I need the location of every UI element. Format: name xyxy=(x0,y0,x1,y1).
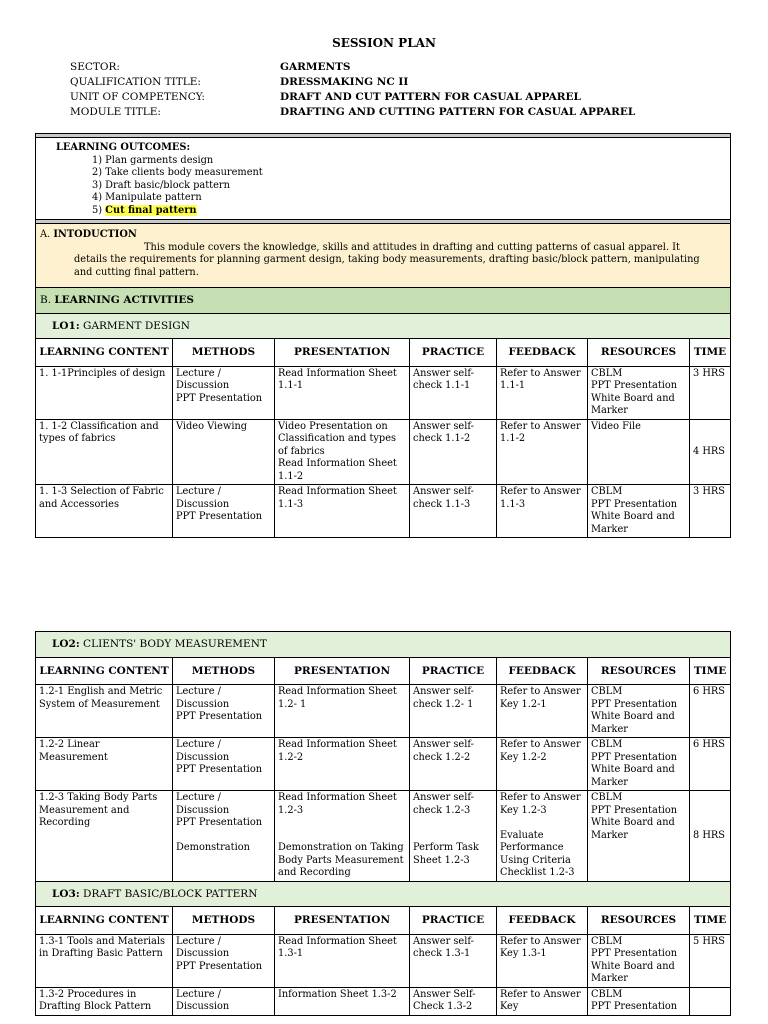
col-header: TIME xyxy=(690,907,731,935)
meta-row-module xyxy=(70,105,635,120)
practice-cell: Answer self-check 1.2-2 xyxy=(410,738,497,791)
table-row xyxy=(36,987,731,1015)
meta-key: UNIT OF COMPETENCY: xyxy=(70,91,205,103)
feedback-cell: Refer to Answer 1.1-2 xyxy=(497,419,588,485)
resources-cell: CBLM PPT Presentation xyxy=(588,987,690,1015)
col-header: FEEDBACK xyxy=(497,907,588,935)
meta-value: DRAFT AND CUT PATTERN FOR CASUAL APPAREL xyxy=(280,91,581,103)
col-header: TIME xyxy=(690,339,731,367)
time-cell xyxy=(690,987,731,1015)
col-header: LEARNING CONTENT xyxy=(36,907,173,935)
learning-outcomes xyxy=(36,138,731,220)
column-header-row xyxy=(36,907,731,935)
presentation-cell: Video Presentation on Classification and types of fabrics Read Information Sheet 1.1-2 xyxy=(275,419,410,485)
col-header: METHODS xyxy=(173,657,275,685)
table-row xyxy=(36,419,731,485)
col-header: RESOURCES xyxy=(588,657,690,685)
meta-row-qualification xyxy=(70,75,635,90)
presentation-cell: Read Information Sheet 1.3-1 xyxy=(275,934,410,987)
meta-key: SECTOR: xyxy=(70,61,120,73)
table-row xyxy=(36,934,731,987)
outcome-item: 1) Plan garments design xyxy=(92,154,214,166)
time-cell: 8 HRS xyxy=(690,791,731,882)
outcome-item: 4) Manipulate pattern xyxy=(92,192,202,203)
intro-title: INTODUCTION xyxy=(53,229,137,240)
module-meta xyxy=(70,60,635,120)
col-header: PRACTICE xyxy=(410,907,497,935)
resources-cell: CBLM PPT Presentation White Board and Marker xyxy=(588,366,690,419)
methods-cell: Lecture / Discussion xyxy=(173,987,275,1015)
resources-cell: CBLM PPT Presentation White Board and Marker xyxy=(588,791,690,882)
methods-cell: Lecture / Discussion PPT Presentation xyxy=(173,934,275,987)
lo3-header xyxy=(36,881,731,907)
methods-cell: Lecture / Discussion PPT Presentation Demonstration xyxy=(173,791,275,882)
practice-cell: Answer self-check 1.3-1 xyxy=(410,934,497,987)
table-row xyxy=(36,738,731,791)
methods-cell: Lecture / Discussion PPT Presentation xyxy=(173,366,275,419)
lo1-header xyxy=(36,313,731,339)
learning-content-cell: 1. 1-1Principles of design xyxy=(36,366,173,419)
resources-cell: Video File xyxy=(588,419,690,485)
table-row xyxy=(36,366,731,419)
intro-text: This module covers the knowledge, skills and attitudes in drafting and cutting patterns of casual apparel. It details the requirements for planning garment design, taking body measurements, drafting basic/block pattern, manipulating and cutting final pattern. xyxy=(74,241,700,278)
col-header: METHODS xyxy=(173,339,275,367)
highlighted-outcome: Cut final pattern xyxy=(105,204,197,216)
outcome-item: 3) Draft basic/block pattern xyxy=(92,179,230,191)
col-header: PRESENTATION xyxy=(275,657,410,685)
presentation-cell: Read Information Sheet 1.2- 1 xyxy=(275,685,410,738)
intro-letter: A. xyxy=(40,229,54,240)
learning-outcomes-title: LEARNING OUTCOMES: xyxy=(56,142,191,153)
practice-cell: Answer self-check 1.2-3 Perform Task Sheet 1.2-3 xyxy=(410,791,497,882)
col-header: RESOURCES xyxy=(588,907,690,935)
col-header: FEEDBACK xyxy=(497,657,588,685)
outcome-number: 5) xyxy=(92,204,106,216)
col-header: PRESENTATION xyxy=(275,907,410,935)
col-header: LEARNING CONTENT xyxy=(36,657,173,685)
session-plan-table-2 xyxy=(35,631,731,1016)
column-header-row xyxy=(36,339,731,367)
methods-cell: Lecture / Discussion PPT Presentation xyxy=(173,485,275,538)
learning-content-cell: 1.2-1 English and Metric System of Measurement xyxy=(36,685,173,738)
learning-content-cell: 1.2-2 Linear Measurement xyxy=(36,738,173,791)
meta-value: GARMENTS xyxy=(280,61,351,73)
lo2-header xyxy=(36,632,731,658)
learning-content-cell: 1. 1-3 Selection of Fabric and Accessories xyxy=(36,485,173,538)
presentation-cell: Read Information Sheet 1.2-2 xyxy=(275,738,410,791)
presentation-cell: Read Information Sheet 1.1-3 xyxy=(275,485,410,538)
feedback-cell: Refer to Answer Key xyxy=(497,987,588,1015)
col-header: PRESENTATION xyxy=(275,339,410,367)
presentation-cell: Read Information Sheet 1.1-1 xyxy=(275,366,410,419)
activities-title: LEARNING ACTIVITIES xyxy=(54,294,194,306)
table-row xyxy=(36,685,731,738)
lo2-code: LO2: xyxy=(52,638,80,650)
activities-letter: B. xyxy=(40,294,55,306)
lo3-code: LO3: xyxy=(52,887,80,900)
time-cell: 4 HRS xyxy=(690,419,731,485)
time-cell: 3 HRS xyxy=(690,485,731,538)
lo2-name: CLIENTS' BODY MEASUREMENT xyxy=(79,638,267,650)
col-header: METHODS xyxy=(173,907,275,935)
page-title: SESSION PLAN xyxy=(332,36,436,50)
meta-value: DRESSMAKING NC II xyxy=(280,76,409,88)
meta-row-sector xyxy=(70,60,635,75)
feedback-cell: Refer to Answer 1.1-3 xyxy=(497,485,588,538)
learning-activities-header xyxy=(36,288,731,314)
learning-content-cell: 1. 1-2 Classification and types of fabrics xyxy=(36,419,173,485)
presentation-cell: Information Sheet 1.3-2 xyxy=(275,987,410,1015)
resources-cell: CBLM PPT Presentation White Board and Marker xyxy=(588,934,690,987)
practice-cell: Answer self-check 1.2- 1 xyxy=(410,685,497,738)
col-header: PRACTICE xyxy=(410,339,497,367)
presentation-cell: Read Information Sheet 1.2-3 Demonstration on Taking Body Parts Measurement and Recording xyxy=(275,791,410,882)
session-plan-table-1 xyxy=(35,133,731,538)
learning-content-cell: 1.3-1 Tools and Materials in Drafting Basic Pattern xyxy=(36,934,173,987)
feedback-cell: Refer to Answer 1.1-1 xyxy=(497,366,588,419)
resources-cell: CBLM PPT Presentation White Board and Marker xyxy=(588,485,690,538)
outcome-item-5 xyxy=(56,205,710,218)
col-header: PRACTICE xyxy=(410,657,497,685)
column-header-row xyxy=(36,657,731,685)
outcome-item: 2) Take clients body measurement xyxy=(92,167,263,178)
resources-cell: CBLM PPT Presentation White Board and Marker xyxy=(588,738,690,791)
learning-content-cell: 1.3-2 Procedures in Drafting Block Pattern xyxy=(36,987,173,1015)
introduction-section xyxy=(36,224,731,288)
practice-cell: Answer self-check 1.1-3 xyxy=(410,485,497,538)
table-row xyxy=(36,485,731,538)
col-header: RESOURCES xyxy=(588,339,690,367)
lo1-code: LO1: xyxy=(52,319,80,332)
time-cell: 6 HRS xyxy=(690,685,731,738)
meta-value: DRAFTING AND CUTTING PATTERN FOR CASUAL APPAREL xyxy=(280,106,636,118)
meta-row-unit xyxy=(70,90,635,105)
methods-cell: Lecture / Discussion PPT Presentation xyxy=(173,685,275,738)
table-row xyxy=(36,791,731,882)
practice-cell: Answer self-check 1.1-2 xyxy=(410,419,497,485)
feedback-cell: Refer to Answer Key 1.2-2 xyxy=(497,738,588,791)
time-cell: 5 HRS xyxy=(690,934,731,987)
feedback-cell: Refer to Answer Key 1.2-1 xyxy=(497,685,588,738)
practice-cell: Answer self-check 1.1-1 xyxy=(410,366,497,419)
meta-key: QUALIFICATION TITLE: xyxy=(70,76,201,88)
time-cell: 3 HRS xyxy=(690,366,731,419)
meta-key: MODULE TITLE: xyxy=(70,106,161,118)
feedback-cell: Refer to Answer Key 1.2-3 Evaluate Performance Using Criteria Checklist 1.2-3 xyxy=(497,791,588,882)
methods-cell: Lecture / Discussion PPT Presentation xyxy=(173,738,275,791)
time-cell: 6 HRS xyxy=(690,738,731,791)
resources-cell: CBLM PPT Presentation White Board and Marker xyxy=(588,685,690,738)
col-header: TIME xyxy=(690,657,731,685)
learning-content-cell: 1.2-3 Taking Body Parts Measurement and Recording xyxy=(36,791,173,882)
feedback-cell: Refer to Answer Key 1.3-1 xyxy=(497,934,588,987)
lo1-name: GARMENT DESIGN xyxy=(79,319,190,332)
methods-cell: Video Viewing xyxy=(173,419,275,485)
lo3-name: DRAFT BASIC/BLOCK PATTERN xyxy=(79,887,258,900)
col-header: LEARNING CONTENT xyxy=(36,339,173,367)
practice-cell: Answer Self-Check 1.3-2 xyxy=(410,987,497,1015)
col-header: FEEDBACK xyxy=(497,339,588,367)
